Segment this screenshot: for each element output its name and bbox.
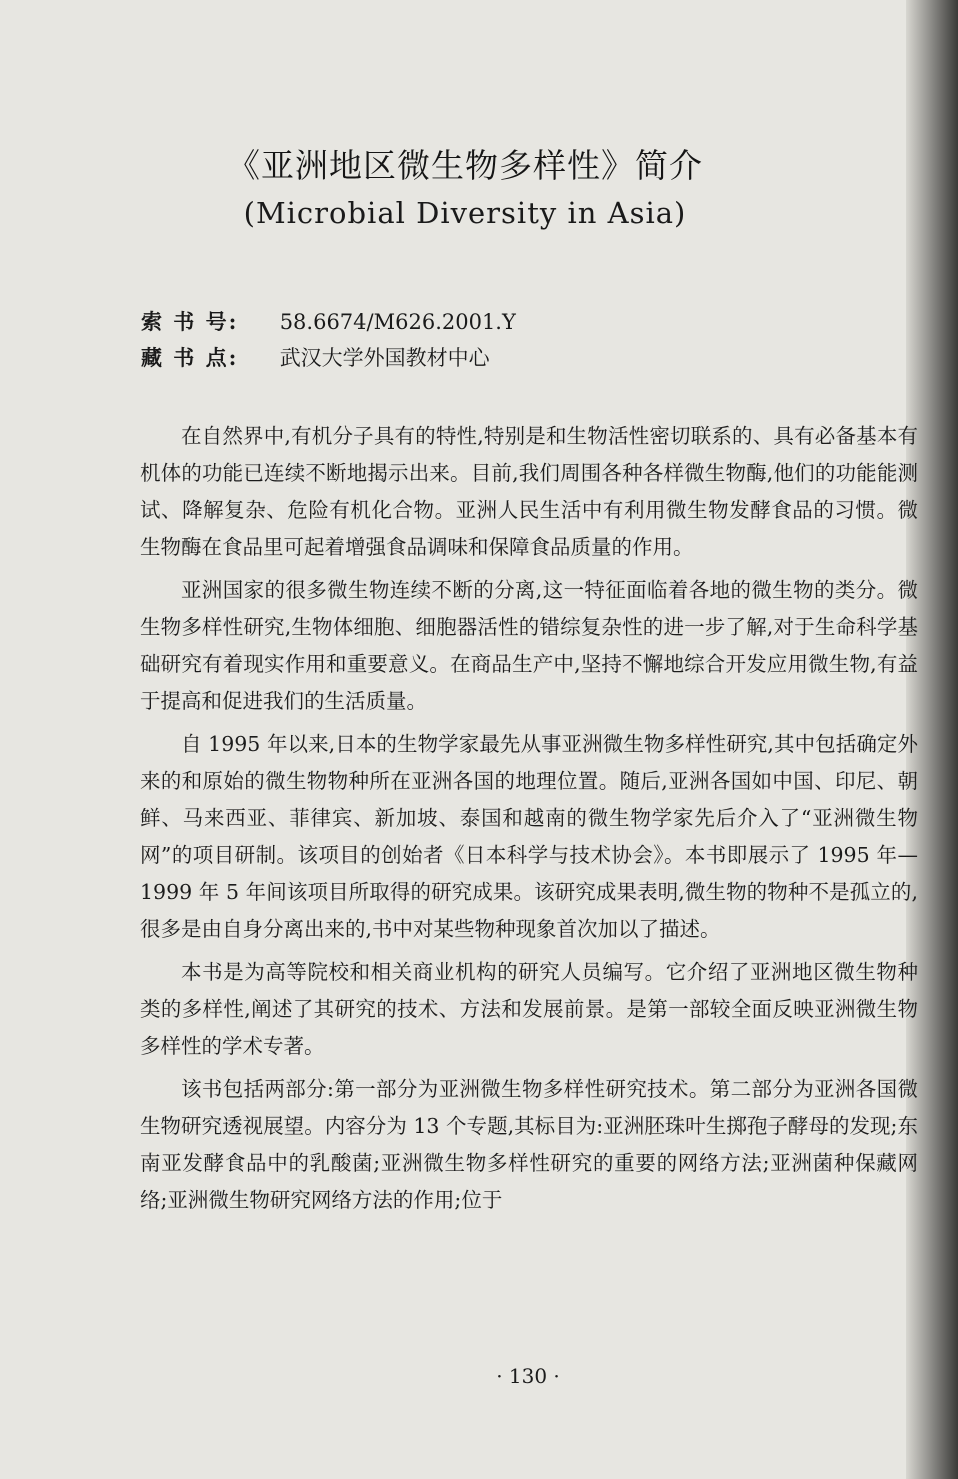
paragraph-5: 该书包括两部分:第一部分为亚洲微生物多样性研究技术。第二部分为亚洲各国微生物研究透视展望。内容分为 13 个专题,其标目为:亚洲胚珠叶生掷孢子酵母的发现;东南亚发酵食品中的乳酸菌;亚洲微生物多样性研究的重要的网络方法;亚洲菌种保藏网络;亚洲微生物研究网络方法的作用;位于 — [140, 1077, 918, 1212]
call-number-value: 58.6674/M626.2001.Y — [279, 310, 516, 334]
location-label: 藏 书 点: — [141, 345, 239, 370]
paragraph-4: 本书是为高等院校和相关商业机构的研究人员编写。它介绍了亚洲地区微生物种类的多样性,阐述了其研究的技术、方法和发展前景。是第一部较全面反映亚洲微生物多样性的学术专著。 — [140, 960, 918, 1058]
location-value: 武汉大学外国教材中心 — [279, 346, 490, 370]
location-row — [141, 342, 490, 372]
paragraph-1: 在自然界中,有机分子具有的特性,特别是和生物活性密切联系的、具有必备基本有机体的功能已连续不断地揭示出来。目前,我们周围各种各样微生物酶,他们的功能能测试、降解复杂、危险有机化合物。亚洲人民生活中有利用微生物发酵食品的习惯。微生物酶在食品里可起着增强食品调味和保障食品质量的作用。 — [140, 424, 918, 559]
call-number-row — [141, 306, 516, 336]
body-text — [140, 418, 918, 1225]
page-title: 《亚洲地区微生物多样性》简介 — [227, 146, 703, 185]
page-subtitle: (Microbial Diversity in Asia) — [243, 196, 687, 230]
call-number-label: 索 书 号: — [141, 309, 239, 334]
paragraph-2: 亚洲国家的很多微生物连续不断的分离,这一特征面临着各地的微生物的类分。微生物多样性研究,生物体细胞、细胞器活性的错综复杂性的进一步了解,对于生命科学基础研究有着现实作用和重要意义。在商品生产中,坚持不懈地综合开发应用微生物,有益于提高和促进我们的生活质量。 — [140, 578, 918, 713]
paragraph-3: 自 1995 年以来,日本的生物学家最先从事亚洲微生物多样性研究,其中包括确定外来的和原始的微生物物种所在亚洲各国的地理位置。随后,亚洲各国如中国、印尼、朝鲜、马来西亚、菲律宾、新加坡、泰国和越南的微生物学家先后介入了“亚洲微生物网”的项目研制。该项目的创始者《日本科学与技术协会》。本书即展示了 1995 年—1999 年 5 年间该项目所取得的研究成果。该研究成果表明,微生物的物种不是孤立的,很多是由自身分离出来的,书中对某些物种现象首次加以了描述。 — [140, 732, 918, 941]
page-number: · 130 · — [496, 1364, 560, 1388]
